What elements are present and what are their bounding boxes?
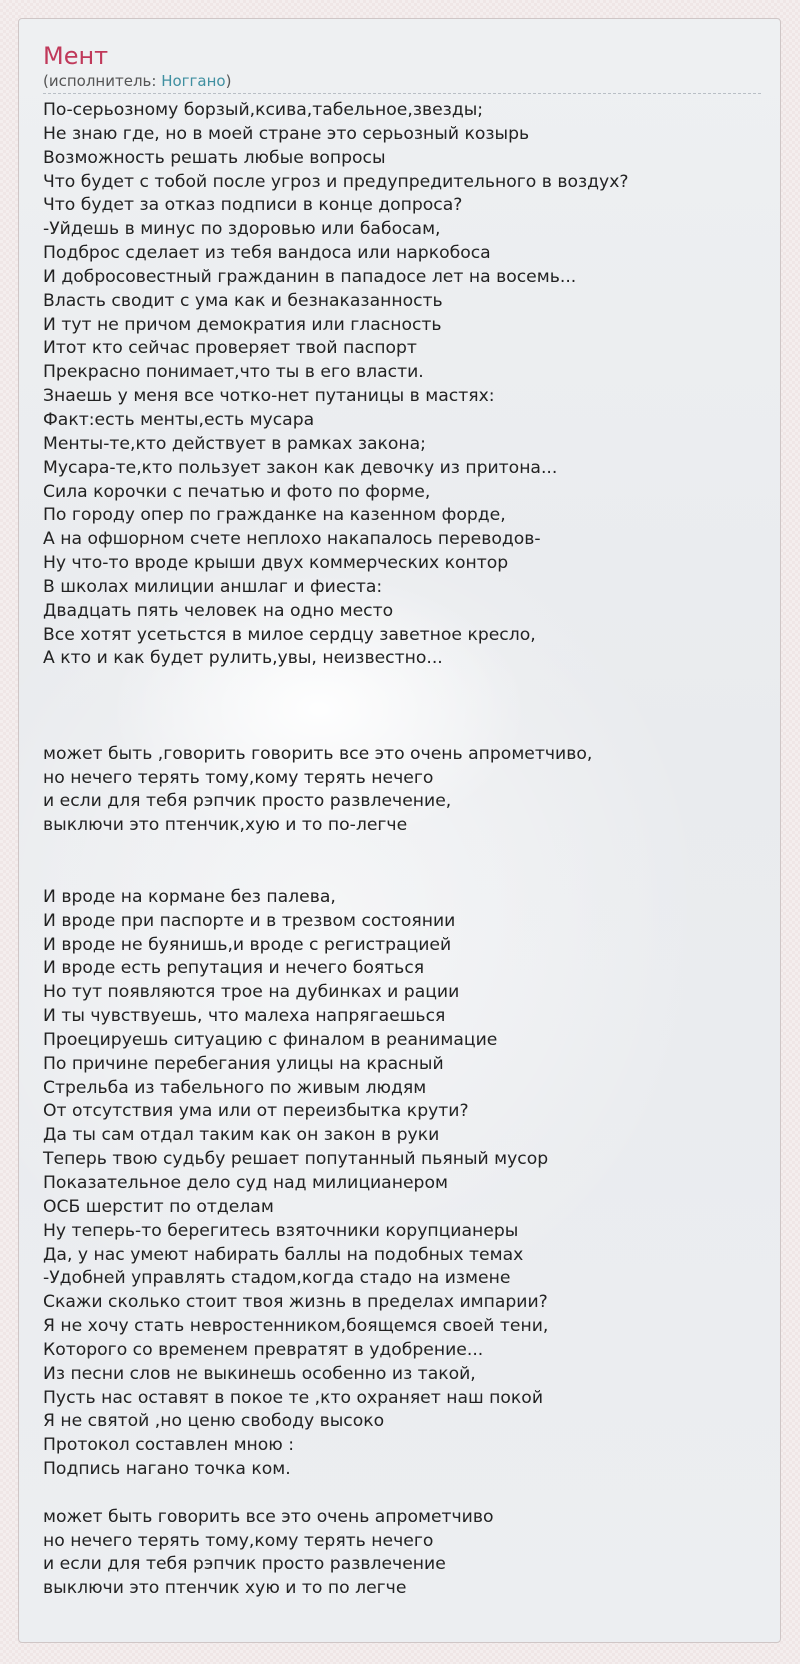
lyric-line: Я не святой ,но ценю свободу высоко <box>43 1411 385 1432</box>
lyric-line: Не знаю где, но в моей стране это серьозный козырь <box>43 123 530 144</box>
lyric-line: Власть сводит с ума как и безнаказанность <box>43 290 443 311</box>
lyric-line: -Удобней управлять стадом,когда стадо на измене <box>43 1268 511 1289</box>
lyric-line: И вроде при паспорте и в трезвом состоянии <box>43 910 456 931</box>
lyrics-card <box>18 18 781 1643</box>
lyric-line: Да, у нас умеют набирать баллы на подобных темах <box>43 1244 524 1265</box>
lyric-line: Ну теперь-то берегитесь взяточники корупцианеры <box>43 1220 519 1241</box>
lyric-line: Знаешь у меня все чотко-нет путаницы в мастях: <box>43 386 495 407</box>
lyric-line: Подброс сделает из тебя вандоса или наркобоса <box>43 243 491 264</box>
lyric-line: Все хотят усетьстся в милое сердцу заветное кресло, <box>43 624 536 645</box>
lyric-line: Итот кто сейчас проверяет твой паспорт <box>43 338 417 359</box>
lyric-line: Проецируешь ситуацию с финалом в реанимацие <box>43 1029 498 1050</box>
lyric-line: И ты чувствуешь, что малеха напрягаешься <box>43 1006 446 1027</box>
lyric-line: ОСБ шерстит по отделам <box>43 1196 274 1217</box>
lyric-line: Показательное дело суд над милицианером <box>43 1172 448 1193</box>
lyric-line: От отсутствия ума или от переизбытка крути? <box>43 1101 469 1122</box>
lyric-line: но нечего терять тому,кому терять нечего <box>43 1530 434 1551</box>
lyric-line <box>43 862 629 886</box>
lyric-line: выключи это птенчик,хую и то по-легче <box>43 815 408 836</box>
lyric-line: Из песни слов не выкинешь особенно из такой, <box>43 1363 476 1384</box>
lyric-line: По причине перебегания улицы на красный <box>43 1053 444 1074</box>
lyric-line <box>43 671 629 695</box>
lyric-line: может быть говорить все это очень апрометчиво <box>43 1506 494 1527</box>
lyric-line: Но тут появляются трое на дубинках и рации <box>43 982 460 1003</box>
lyric-line <box>43 719 629 743</box>
lyrics-text <box>43 99 629 1601</box>
lyric-line: А кто и как будет рулить,увы, неизвестно... <box>43 648 443 669</box>
performer-prefix: (исполнитель: <box>43 72 162 90</box>
lyric-line: но нечего терять тому,кому терять нечего <box>43 767 434 788</box>
lyric-line: и если для тебя рэпчик просто развлечение, <box>43 791 452 812</box>
lyric-line <box>43 838 629 862</box>
lyric-line: Что будет с тобой после угроз и предупредительного в воздух? <box>43 171 629 192</box>
lyric-line: Мусара-те,кто пользует закон как девочку из притона... <box>43 457 558 478</box>
lyric-line: Я не хочу стать невростенником,боящемся своей тени, <box>43 1316 549 1337</box>
lyric-line: По городу опер по гражданке на казенном форде, <box>43 505 506 526</box>
performer-suffix: ) <box>225 72 232 90</box>
lyric-line: Стрельба из табельного по живым людям <box>43 1077 427 1098</box>
lyric-line: может быть ,говорить говорить все это очень апрометчиво, <box>43 743 593 764</box>
lyric-line: И тут не причом демократия или гласность <box>43 314 442 335</box>
lyric-line: Прекрасно понимает,что ты в его власти. <box>43 362 424 383</box>
title-divider <box>43 93 761 94</box>
lyric-line: Сила корочки с печатью и фото по форме, <box>43 481 431 502</box>
lyric-line: Протокол составлен мною : <box>43 1435 295 1456</box>
performer-line <box>43 71 231 91</box>
lyric-line <box>43 1482 629 1506</box>
lyric-line: И вроде не буянишь,и вроде с регистрацией <box>43 934 452 955</box>
lyric-line: В школах милиции аншлаг и фиеста: <box>43 576 383 597</box>
lyric-line: Возможность решать любые вопросы <box>43 147 386 168</box>
lyric-line: А на офшорном счете неплохо накапалось переводов- <box>43 529 541 550</box>
lyric-line: Теперь твою судьбу решает попутанный пьяный мусор <box>43 1149 549 1170</box>
lyric-line: Пусть нас оставят в покое те ,кто охраняет наш покой <box>43 1387 543 1408</box>
song-title: Мент <box>43 42 109 70</box>
lyric-line: Подпись нагано точка ком. <box>43 1459 291 1480</box>
lyric-line: и если для тебя рэпчик просто развлечение <box>43 1554 446 1575</box>
lyric-line: Менты-те,кто действует в рамках закона; <box>43 433 426 454</box>
lyric-line: Двадцать пять человек на одно место <box>43 600 394 621</box>
lyric-line: По-серьозному борзый,ксива,табельное,звезды; <box>43 100 484 120</box>
performer-link[interactable]: Ноггано <box>161 72 226 90</box>
lyric-line: Которого со временем превратят в удобрение... <box>43 1339 484 1360</box>
lyric-line: И вроде на кормане без палева, <box>43 886 336 907</box>
lyric-line: Что будет за отказ подписи в конце допроса? <box>43 195 463 216</box>
lyric-line: Да ты сам отдал таким как он закон в руки <box>43 1125 440 1146</box>
lyric-line: Факт:есть менты,есть мусара <box>43 409 315 430</box>
lyric-line: Ну что-то вроде крыши двух коммерческих контор <box>43 553 509 574</box>
lyric-line: -Уйдешь в минус по здоровью или бабосам, <box>43 219 441 240</box>
lyric-line: И вроде есть репутация и нечего бояться <box>43 958 425 979</box>
lyric-line: выключи это птенчик хую и то по легче <box>43 1578 407 1599</box>
lyric-line: Скажи сколько стоит твоя жизнь в пределах импарии? <box>43 1292 548 1313</box>
lyric-line <box>43 695 629 719</box>
lyric-line: И добросовестный гражданин в пападосе лет на восемь... <box>43 266 577 287</box>
